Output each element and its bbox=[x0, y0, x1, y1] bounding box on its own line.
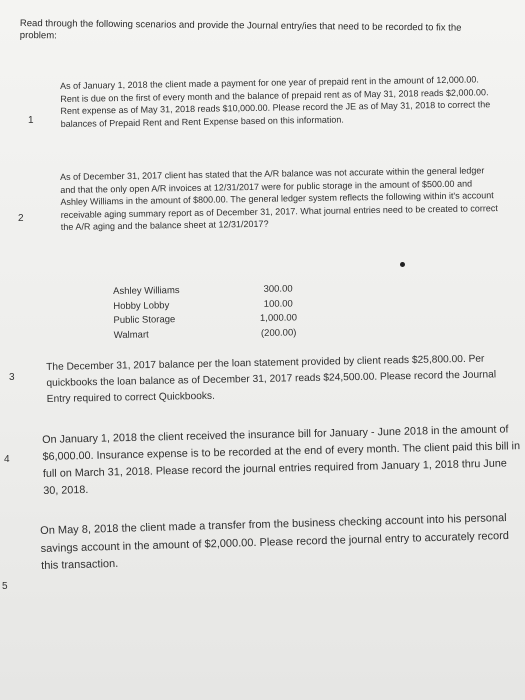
scenario-4-text: On January 1, 2018 the client received the insurance bill for January - June 2018 in the amount of $6,000.00. Insurance expense is to be recorded at the end of every month. The client paid this bill in full on March 31, 2018. Please record the journal entries required from January 1, 2018 thru June 30, 2018. bbox=[42, 423, 521, 497]
scenario-5-text: On May 8, 2018 the client made a transfer from the business checking account into his personal savings account in the amount of $2,000.00. Please record the journal entry to accurately record this transaction. bbox=[40, 511, 510, 572]
ar-aging-table bbox=[113, 282, 314, 343]
ink-dot-mark bbox=[400, 262, 405, 267]
customer-name: Public Storage bbox=[113, 314, 176, 326]
scenario-number-4: 4 bbox=[4, 454, 10, 465]
customer-name: Ashley Williams bbox=[113, 285, 180, 297]
scenario-3-text: The December 31, 2017 balance per the loan statement provided by client reads $25,800.00. Per quickbooks the loan balance as of December 31, 2017 reads $24,500.00. Please record the Journal Entry required to correct Quickbooks. bbox=[46, 353, 497, 405]
scenario-number-3: 3 bbox=[9, 372, 15, 383]
customer-name: Hobby Lobby bbox=[113, 299, 170, 312]
scenario-number-2: 2 bbox=[18, 213, 24, 224]
customer-name: Walmart bbox=[113, 329, 149, 341]
scenario-number-1: 1 bbox=[28, 115, 34, 126]
scenario-2-text: As of December 31, 2017 client has stated that the A/R balance was not accurate within the general ledger and that the only open A/R invoices at 12/31/2017 were for public storage in the amount of $500.00 and Ashley Williams in the amount of $800.00. The general ledger system reflects the following within it's account receivable aging summary report as of December 31, 2017. What journal entries need to be created to correct the A/R aging and the balance sheet at 12/31/2017? bbox=[60, 165, 498, 232]
instructions: Read through the following scenarios and provide the Journal entry/ies that need to be recorded to fix the problem: bbox=[19, 18, 462, 42]
scenario-1-text: As of January 1, 2018 the client made a payment for one year of prepaid rent in the amount of 12,000.00. Rent is due on the first of every month and the balance of prepaid rent as of May 31, 2018 reads $2,000.00. Rent expense as of May 31, 2018 reads $10,000.00. Please record the JE as of May 31, 2018 to correct the balances of Prepaid Rent and Rent Expense based on this information. bbox=[60, 74, 491, 129]
scenario-number-5: 5 bbox=[2, 581, 8, 592]
ar-aging-row bbox=[114, 326, 314, 343]
customer-amount: (200.00) bbox=[260, 326, 297, 339]
customer-amount: 300.00 bbox=[263, 283, 293, 295]
customer-amount: 1,000.00 bbox=[259, 312, 298, 324]
customer-amount: 100.00 bbox=[263, 297, 293, 310]
